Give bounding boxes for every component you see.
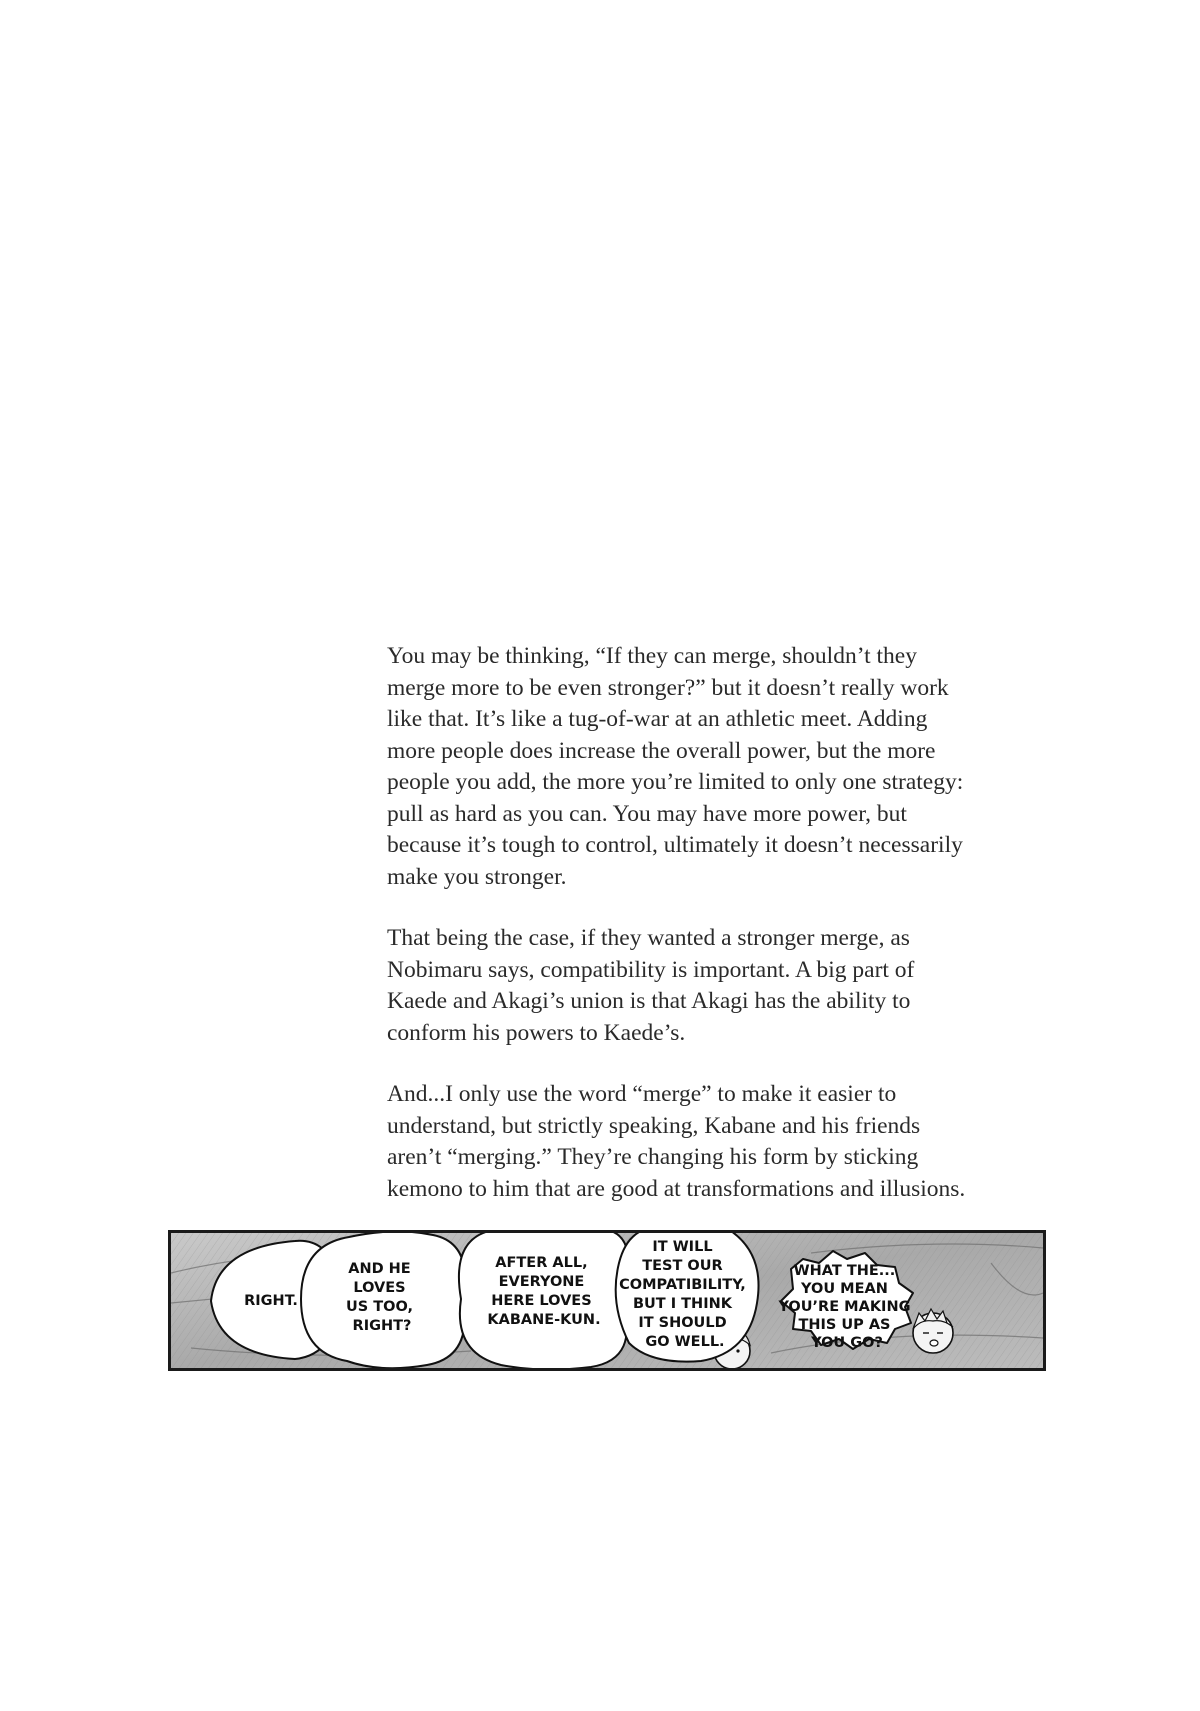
notes-line: because it’s tough to control, ultimately it doesn’t necessarily [387,832,963,858]
notes-line: merge more to be even stronger?” but it doesn’t really work [387,674,949,701]
manga-panel [168,1230,1046,1371]
notes-line: understand, but strictly speaking, Kabane and his friends [387,1112,921,1139]
notes-paragraph-1 [387,641,1037,893]
notes-line: like that. It’s like a tug-of-war at an athletic meet. Adding [387,706,928,732]
bubble-1-text: RIGHT. [244,1293,298,1309]
notes-line: Kaede and Akagi’s union is that Akagi has the ability to [387,988,911,1014]
bubble-4-text: IT WILL TEST OUR COMPATIBILITY, BUT I THINK IT SHOULD GO WELL. [619,1239,746,1350]
notes-line: more people does increase the overall power, but the more [387,737,936,764]
notes-line: conform his powers to Kaede’s. [387,1019,686,1046]
bubble-5-text: WHAT THE... YOU MEAN YOU’RE MAKING THIS UP AS YOU GO? [778,1263,911,1351]
notes-line: kemono to him that are good at transformations and illusions. [387,1175,966,1202]
bubble-2-text: AND HE LOVES US TOO, RIGHT? [345,1261,413,1334]
notes-line: pull as hard as you can. You may have more power, but [387,800,907,827]
notes-line: That being the case, if they wanted a stronger merge, as [387,925,910,951]
notes-line: And...I only use the word “merge” to make it easier to [387,1081,897,1107]
notes-line: You may be thinking, “If they can merge, shouldn’t they [387,643,917,669]
manga-panel-art [171,1233,1043,1368]
notes-line: aren’t “merging.” They’re changing his form by sticking [387,1144,919,1170]
bubble-3-text: AFTER ALL, EVERYONE HERE LOVES KABANE-KUN. [487,1255,601,1328]
notes-line: make you stronger. [387,863,567,890]
author-notes [387,641,1037,1235]
notes-line: people you add, the more you’re limited to only one strategy: [387,769,964,795]
notes-paragraph-3 [387,1079,1037,1205]
notes-paragraph-2 [387,923,1037,1049]
notes-line: Nobimaru says, compatibility is important. A big part of [387,956,915,983]
